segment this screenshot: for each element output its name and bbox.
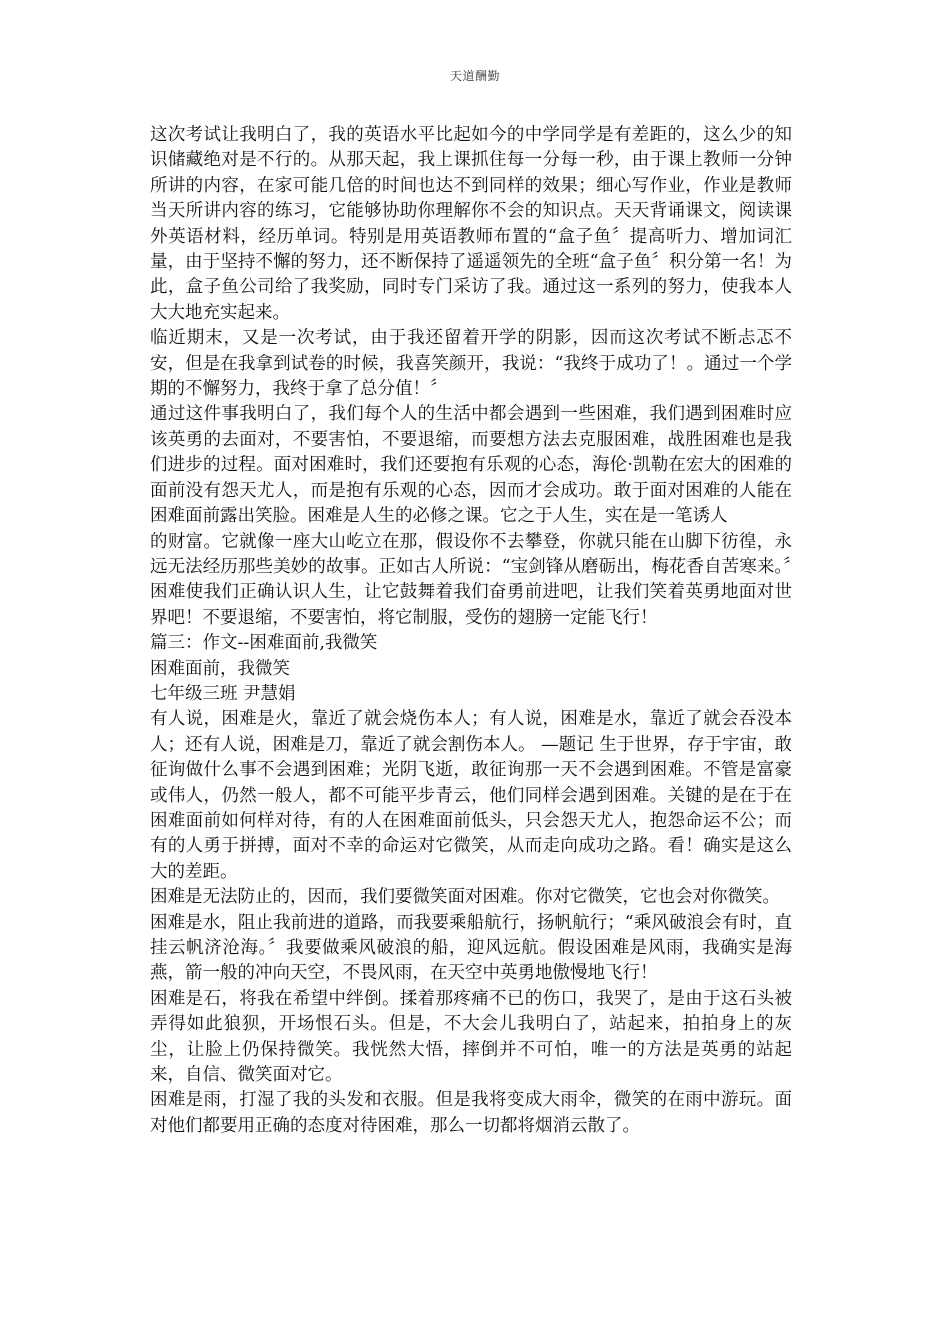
paragraph-wealth-of-difficulty: 的财富。它就像一座大山屹立在那，假设你不去攀登，你就只能在山脚下彷徨，永远无法经历那些美妙的故事。正如古人所说：“宝剑锋从磨砺出，梅花香自苦寒来。〞困难使我们正确认识人生，让它鼓舞着我们奋勇前进吧，让我们笑着英勇地面对世界吧！不要退缩，不要害怕，将它制服，受伤的翅膀一定能飞行！: [150, 531, 792, 628]
paragraph-epigraph: 有人说，困难是火，靠近了就会烧伤本人；有人说，困难是水，靠近了就会吞没本人；还有人说，困难是刀，靠近了就会割伤本人。 —题记 生于世界，存于宇宙，敢征询做什么事不会遇到困难；光阴飞逝，敢征询那一天不会遇到困难。不管是富豪或伟人，仍然一般人，都不可能平步青云，他们同样会遇到困难。关键的是在于在困难面前如何样对待，有的人在困难面前低头，只会怨天尤人，抱怨命运不公；而有的人勇于拼搏，面对不幸的命运对它微笑，从而走向成功之路。看！确实是这么大的差距。: [150, 709, 792, 882]
paragraph-english-study: 这次考试让我明白了，我的英语水平比起如今的中学同学是有差距的，这么少的知识储藏绝对是不行的。从那天起，我上课抓住每一分每一秒，由于课上教师一分钟所讲的内容，在家可能几倍的时间也达不到同样的效果；细心写作业，作业是教师当天所讲内容的练习，它能够协助你理解你不会的知识点。天天背诵课文，阅读课外英语材料，经历单词。特别是用英语教师布置的“盒子鱼〞提高听力、增加词汇量，由于坚持不懈的努力，还不断保持了遥遥领先的全班“盒子鱼〞积分第一名！为此，盒子鱼公司给了我奖励，同时专门采访了我。通过这一系列的努力，使我本人大大地充实起来。: [150, 125, 792, 323]
paragraph-difficulty-water: 困难是水，阻止我前进的道路，而我要乘船航行，扬帆航行；“乘风破浪会有时，直挂云帆济沧海。〞我要做乘风破浪的船，迎风远航。假设困难是风雨，我确实是海燕，箭一般的冲向天空，不畏风雨，在天空中英勇地傲慢地飞行！: [150, 912, 792, 984]
paragraph-lesson-learned: 通过这件事我明白了，我们每个人的生活中都会遇到一些困难，我们遇到困难时应该英勇的去面对，不要害怕，不要退缩，而要想方法去克服困难，战胜困难也是我们进步的过程。面对困难时，我们还要抱有乐观的心态，海伦·凯勒在宏大的困难的面前没有怨天尤人，而是抱有乐观的心态，因而才会成功。敢于面对困难的人能在困难面前露出笑脸。困难是人生的必修之课。它之于人生，实在是一笔诱人: [150, 404, 792, 527]
paragraph-difficulty-stone: 困难是石，将我在希望中绊倒。揉着那疼痛不已的伤口，我哭了，是由于这石头被弄得如此狼狈，开场恨石头。但是，不大会儿我明白了，站起来，拍拍身上的灰尘，让脸上仍保持微笑。我恍然大悟，摔倒并不可怕，唯一的方法是英勇的站起来，自信、微笑面对它。: [150, 988, 792, 1086]
paragraph-smile-at-difficulty: 困难是无法防止的，因而，我们要微笑面对困难。你对它微笑，它也会对你微笑。: [150, 887, 780, 908]
page-header: 天道酬勤: [449, 69, 500, 83]
section-heading: 篇三：作文--困难面前,我微笑: [150, 633, 378, 654]
document-body: [150, 123, 792, 1139]
essay-title: 困难面前，我微笑: [150, 658, 290, 679]
essay-author: 七年级三班 尹慧娟: [150, 683, 296, 704]
paragraph-final-exam: 临近期末，又是一次考试，由于我还留着开学的阴影，因而这次考试不断忐忑不安，但是在我拿到试卷的时候，我喜笑颜开，我说：“我终于成功了！。通过一个学期的不懈努力，我终于拿了总分值！〞: [150, 328, 792, 400]
paragraph-difficulty-rain: 困难是雨，打湿了我的头发和衣服。但是我将变成大雨伞，微笑的在雨中游玩。面对他们都要用正确的态度对待困难，那么一切都将烟消云散了。: [150, 1090, 792, 1136]
